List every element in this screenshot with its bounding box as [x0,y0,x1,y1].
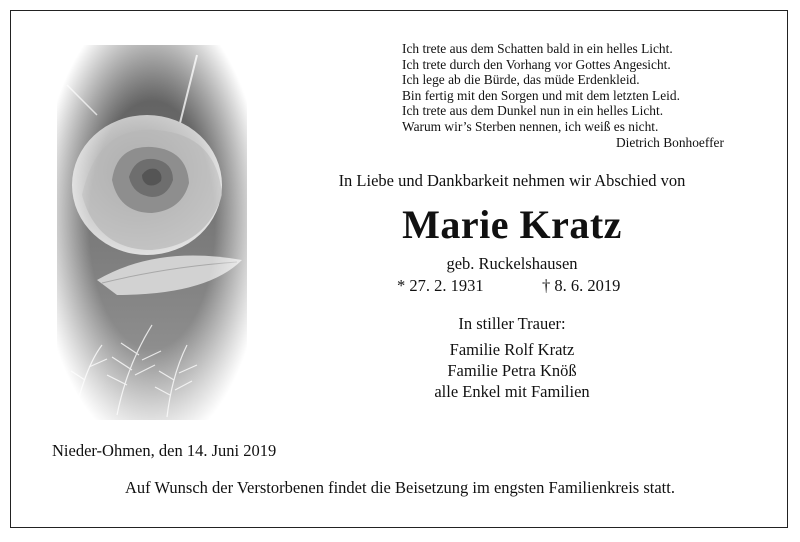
burial-notice: Auf Wunsch der Verstorbenen findet die Beisetzung im engsten Familienkreis statt. [125,478,675,497]
mourner-line: alle Enkel mit Familien [434,382,590,401]
mourner-line: Familie Petra Knöß [447,361,577,380]
poem-line: Warum wir’s Sterben nennen, ich weiß es nicht. [402,118,659,134]
poem-line: Bin fertig mit den Sorgen und mit dem letzten Leid. [402,87,680,103]
place-date: Nieder-Ohmen, den 14. Juni 2019 [52,441,277,460]
maiden-name: geb. Ruckelshausen [446,254,578,273]
deceased-name: Marie Kratz [402,202,622,247]
poem-author: Dietrich Bonhoeffer [616,135,724,150]
poem-line: Ich trete aus dem Schatten bald in ein helles Licht. [402,41,673,56]
poem-line: Ich trete durch den Vorhang vor Gottes Angesicht. [402,56,671,72]
farewell-intro: In Liebe und Dankbarkeit nehmen wir Abschied von [338,171,686,190]
death-date: † 8. 6. 2019 [542,276,621,295]
rose-photo [57,45,247,420]
birth-date: * 27. 2. 1931 [397,276,484,295]
mourners-heading: In stiller Trauer: [458,314,566,333]
poem [402,41,762,150]
poem-line: Ich trete aus dem Dunkel nun in ein helles Licht. [402,103,664,119]
poem-line: Ich lege ab die Bürde, das müde Erdenkleid. [402,72,640,88]
mourner-line: Familie Rolf Kratz [449,340,575,359]
